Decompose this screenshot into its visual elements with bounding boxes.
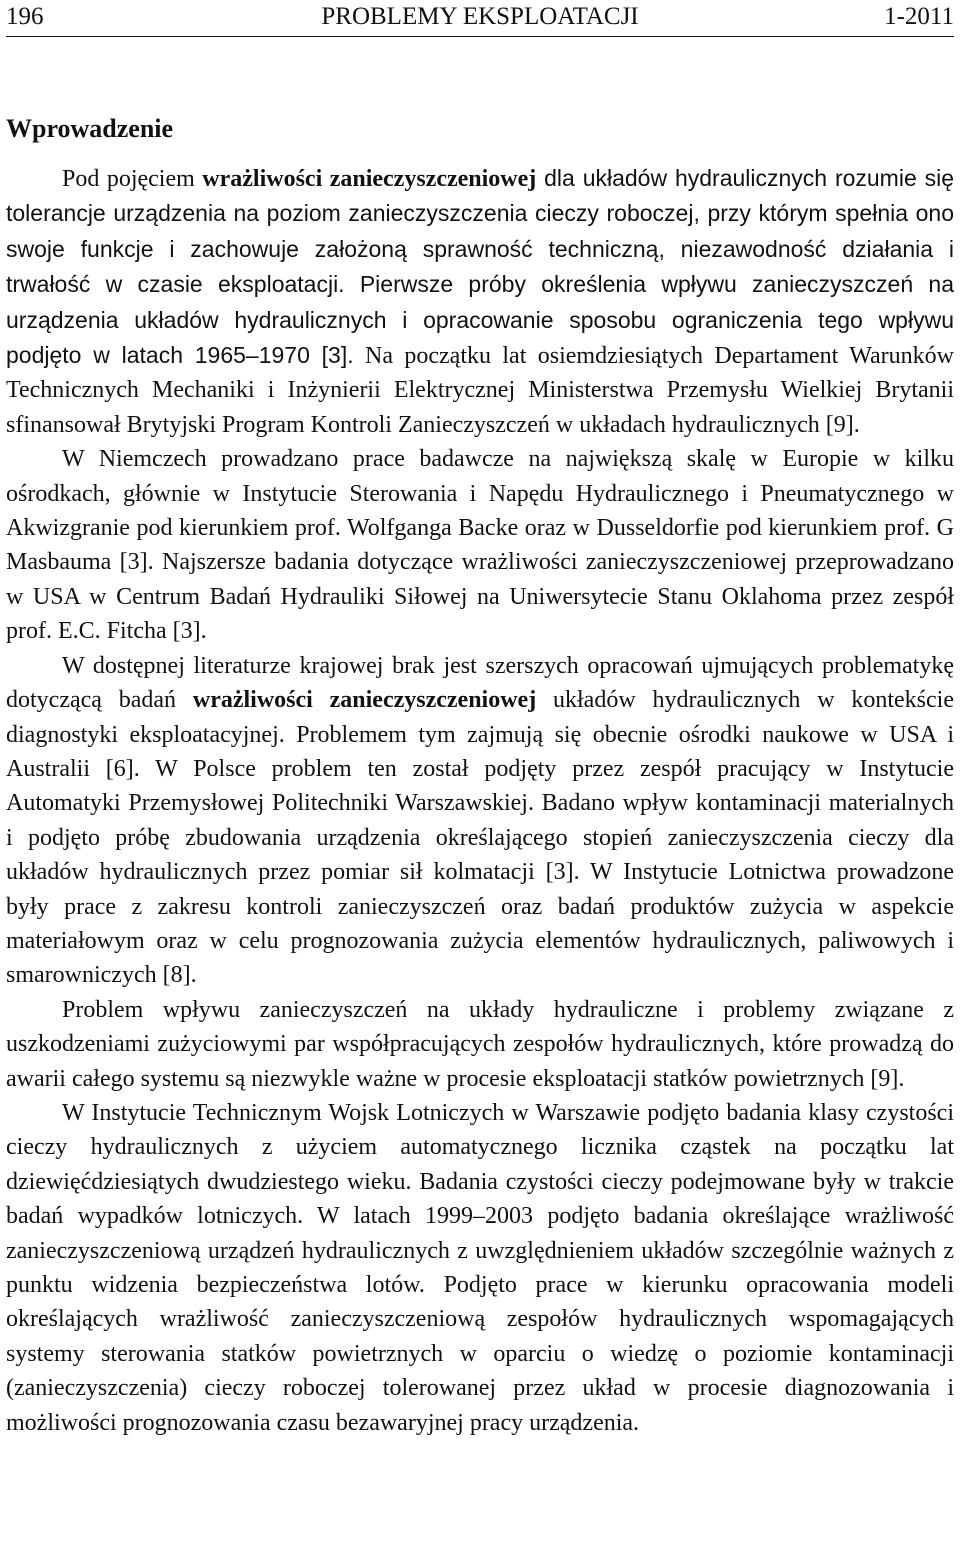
paragraph-text: dla układów hydraulicznych rozumie się tolerancje urządzenia na poziom zanieczyszczenia cieczy roboczej, przy którym spełnia ono swoje funkcje i zachowuje założoną sprawność techniczną, niezawodność działania i trwałość w czasie eksploatacji. Pierwsze próby określenia wpływu zanieczyszczeń na urządzenia układów hydraulicznych i opracowanie sposobu ograniczenia tego wpływu podjęto w latach 1965–1970 [3].: [6, 165, 955, 369]
paragraph-text: Problem wpływu zanieczyszczeń na układy hydrauliczne i problemy związane z uszkodzeniami zużyciowymi par współpracujących zespołów hydraulicznych, które prowadzą do awarii całego systemu są niezwykle ważne w procesie eksploatacji statków powietrznych [9].: [6, 996, 954, 1092]
paragraph-text: W Niemczech prowadzano prace badawcze na największą skalę w Europie w kilku ośrodkach, głównie w Instytucie Sterowania i Napędu Hydraulicznego i Pneumatycznego w Akwizgranie pod kierunkiem prof. Wolfganga Backe oraz w Dusseldorfie pod kierunkiem prof. G Masbauma [3]. Najszersze badania dotyczące wrażliwości zanieczyszczeniowej przeprowadzano w USA w Centrum Badań Hydrauliki Siłowej na Uniwersytecie Stanu Oklahoma przez zespół prof. E.C. Fitcha [3].: [6, 446, 954, 645]
body-text: [6, 161, 954, 1440]
running-header: [6, 0, 954, 34]
paragraph-text: W dostępnej literaturze krajowej brak jest szerszych opracowań ujmujących problematykę dotyczącą badań: [6, 652, 954, 714]
paragraph-text: W Instytucie Technicznym Wojsk Lotniczych w Warszawie podjęto badania klasy czystości cieczy hydraulicznych z użyciem automatycznego licznika cząstek na początku lat dziewięćdziesiątych dwudziestego wieku. Badania czystości cieczy podejmowane były w trakcie badań wypadków lotniczych. W latach 1999–2003 podjęto badania określające wrażliwość zanieczyszczeniową urządzeń hydraulicznych z uwzględnieniem układów szczególnie ważnych z punktu widzenia bezpieczeństwa lotów. Podjęto prace w kierunku opracowania modeli określających wrażliwość zanieczyszczeniową zespołów hydraulicznych wspomagających systemy sterowania statków powietrznych w oparciu o wiedzę o poziomie kontaminacji (zanieczyszczenia) cieczy roboczej tolerowanej przez układ w procesie diagnozowania i możliwości prognozowania czasu bezawaryjnej pracy urządzenia.: [6, 1099, 954, 1436]
body-paragraph: [6, 1096, 954, 1440]
body-paragraph: [6, 993, 954, 1096]
body-paragraph: [6, 161, 954, 442]
body-paragraph: [6, 649, 954, 993]
emphasized-term: wrażliwości zanieczyszczeniowej: [202, 166, 537, 192]
paragraph-text: układów hydraulicznych w kontekście diagnostyki eksploatacyjnej. Problemem tym zajmują się obecnie ośrodki naukowe w USA i Australii [6]. W Polsce problem ten został podjęty przez zespół pracujący w Instytucie Automatyki Przemysłowej Politechniki Warszawskiej. Badano wpływ kontaminacji materialnych i podjęto próbę zbudowania urządzenia określającego stopień zanieczyszczenia cieczy dla układów hydraulicznych przez pomiar sił kolmatacji [3]. W Instytucie Lotnictwa prowadzone były prace z zakresu kontroli zanieczyszczeń oraz badań produktów zużycia w aspekcie materiałowym oraz w celu prognozowania zużycia elementów hydraulicznych, paliwowych i smarowniczych [8].: [6, 687, 954, 989]
page-number: 196: [6, 3, 44, 30]
journal-title: PROBLEMY EKSPLOATACJI: [321, 3, 639, 30]
emphasized-term: wrażliwości zanieczyszczeniowej: [192, 687, 537, 714]
section-heading: Wprowadzenie: [6, 114, 174, 143]
issue-number: 1-2011: [884, 3, 954, 30]
body-paragraph: [6, 442, 954, 648]
paragraph-text: Na początku lat osiemdziesiątych Departament Warunków Technicznych Mechaniki i Inżynierii Elektrycznej Ministerstwa Przemysłu Wielkiej Brytanii sfinansował Brytyjski Program Kontroli Zanieczyszczeń w układach hydraulicznych [9].: [6, 343, 955, 438]
header-rule: [6, 36, 954, 37]
paragraph-text: Pod pojęciem: [62, 166, 203, 192]
